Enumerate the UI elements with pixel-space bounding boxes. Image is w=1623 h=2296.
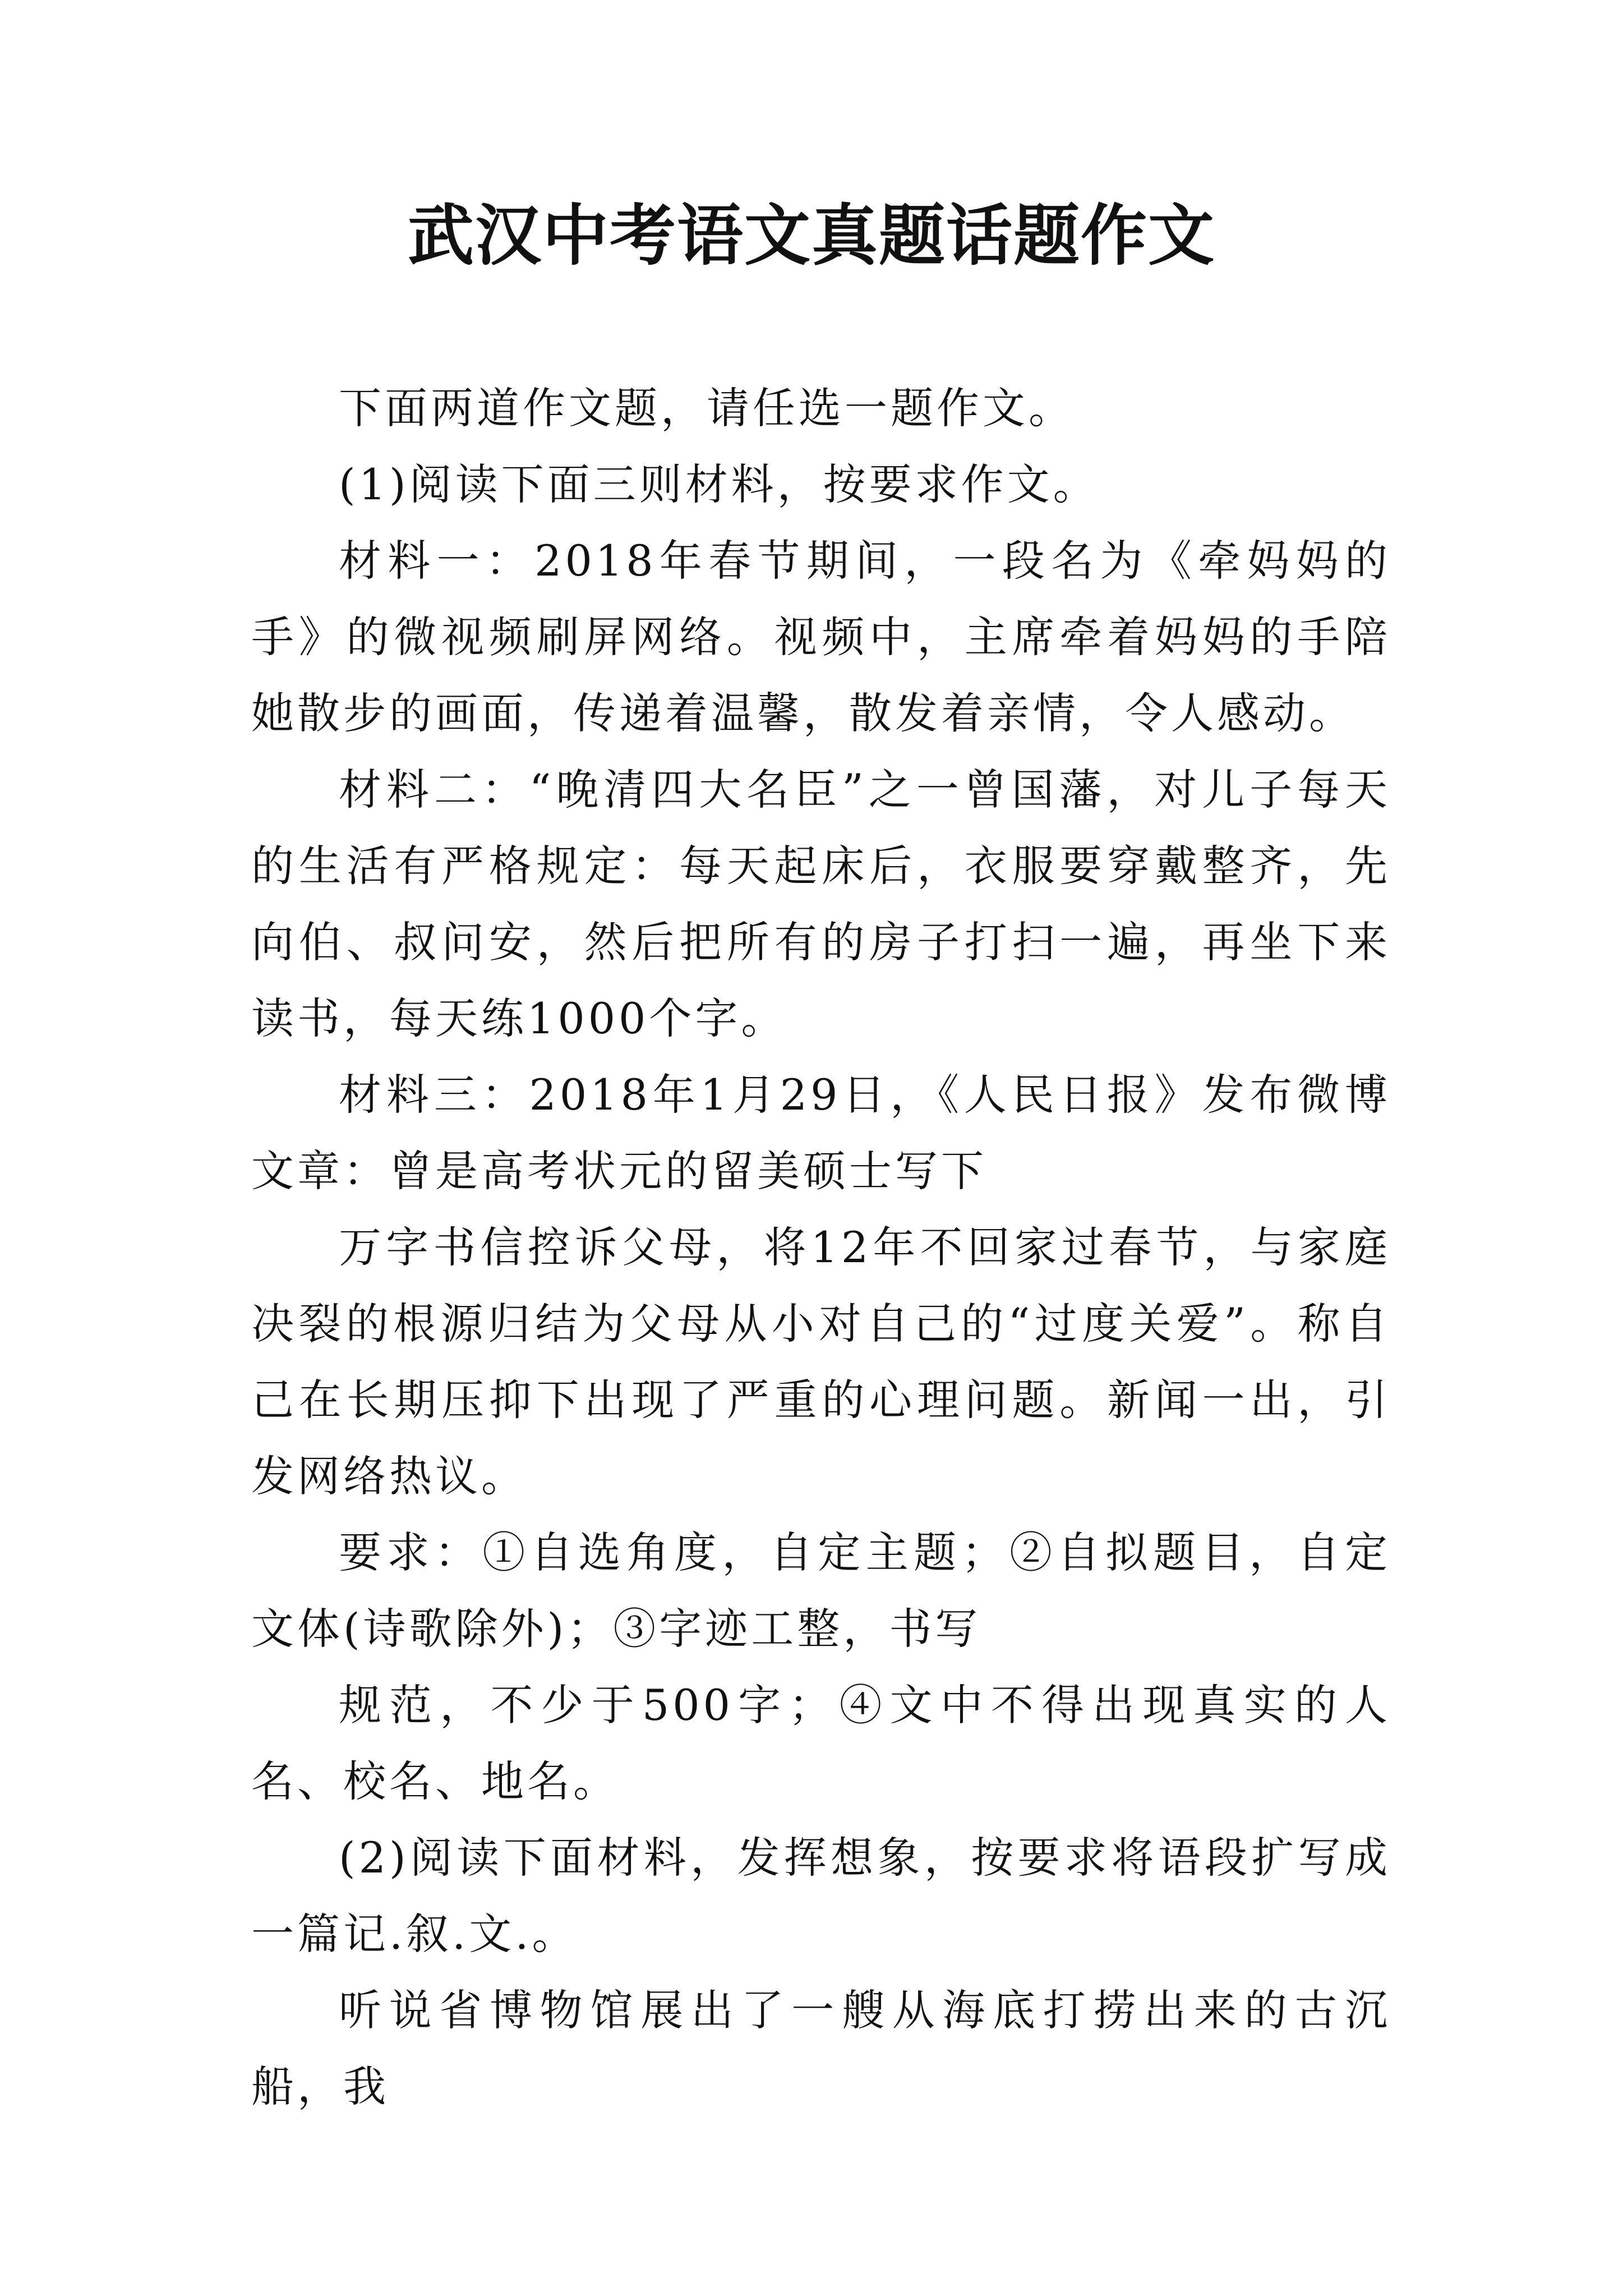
paragraph-question-1: (1)阅读下面三则材料，按要求作文。 xyxy=(339,459,1099,509)
paragraph-material-3: 材料三：2018年1月29日，《人民日报》发布微博文章：曾是高考状元的留美硕士写下 xyxy=(251,1070,1391,1196)
paragraph-requirements-cont: 规范，不少于500字；④文中不得出现真实的人名、校名、地名。 xyxy=(251,1680,1391,1806)
paragraph-material-3-cont: 万字书信控诉父母，将12年不回家过春节，与家庭决裂的根源归结为父母从小对自己的“过度关爱”。称自己在长期压抑下出现了严重的心理问题。新闻一出，引发网络热议。 xyxy=(251,1222,1391,1501)
paragraph-requirements: 要求：①自选角度，自定主题；②自拟题目，自定文体(诗歌除外)；③字迹工整，书写 xyxy=(251,1527,1391,1654)
paragraph-material-1: 材料一：2018年春节期间，一段名为《牵妈妈的手》的微视频刷屏网络。视频中，主席牵着妈妈的手陪她散步的画面，传递着温馨，散发着亲情，令人感动。 xyxy=(251,536,1391,738)
paragraph-material-2: 材料二：“晚清四大名臣”之一曾国藩，对儿子每天的生活有严格规定：每天起床后，衣服要穿戴整齐，先向伯、叔问安，然后把所有的房子打扫一遍，再坐下来读书，每天练1000个字。 xyxy=(251,765,1391,1043)
paragraph-story-start: 听说省博物馆展出了一艘从海底打捞出来的古沉船，我 xyxy=(251,1985,1391,2111)
document-body xyxy=(251,370,1391,2125)
paragraph-instruction: 下面两道作文题，请任选一题作文。 xyxy=(339,383,1075,433)
paragraph-question-2: (2)阅读下面材料，发挥想象，按要求将语段扩写成一篇记.叙.文.。 xyxy=(251,1833,1391,1959)
document-title: 武汉中考语文真题话题作文 xyxy=(407,196,1215,274)
